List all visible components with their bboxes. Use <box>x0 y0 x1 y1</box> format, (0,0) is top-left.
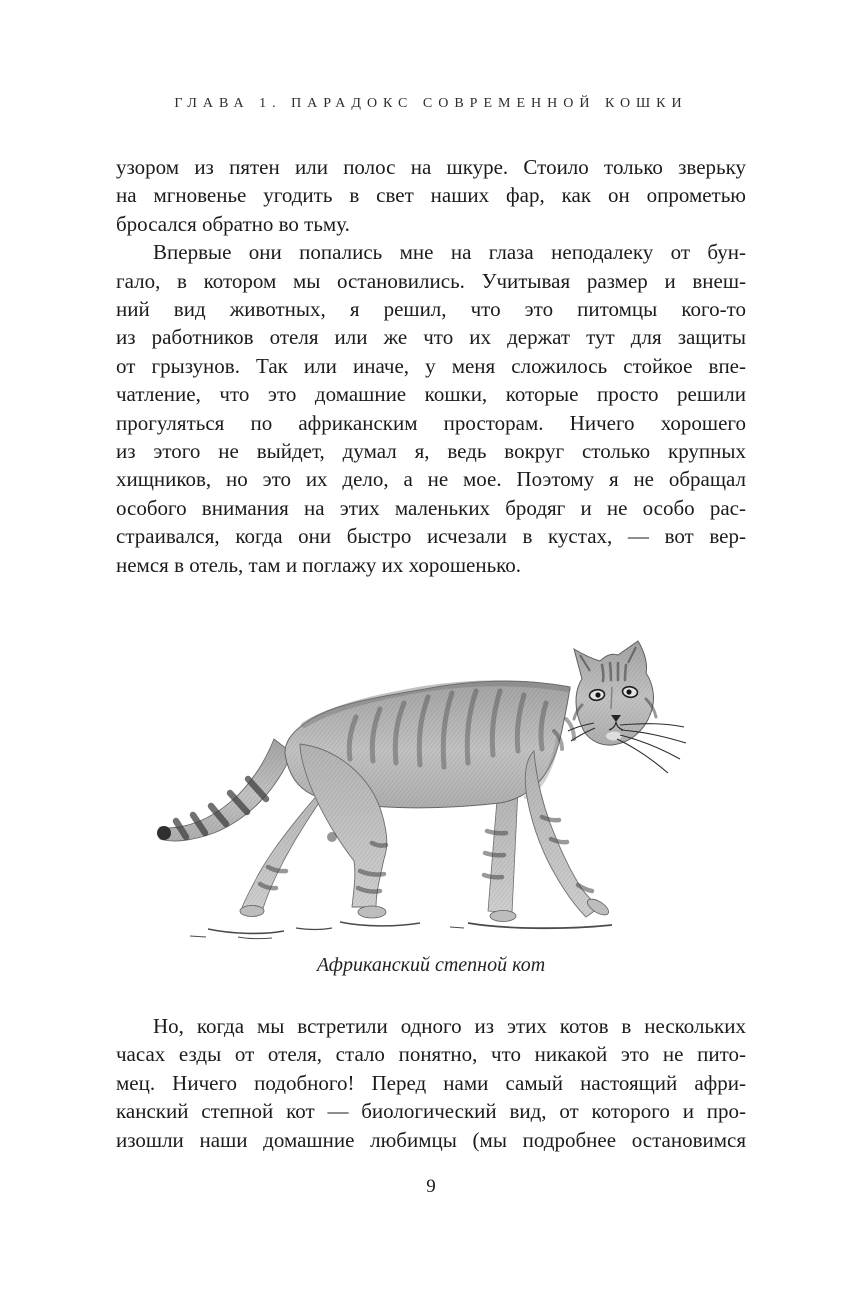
paragraph <box>116 153 746 238</box>
cat-head <box>574 641 656 745</box>
text-line: ний вид животных, я решил, что это питомцы кого-то <box>116 297 746 322</box>
ground-strokes <box>190 922 612 939</box>
text-line: чатление, что это домашние кошки, которые просто решили <box>116 382 746 407</box>
cat-illustration-figure <box>150 638 690 940</box>
text-line: прогуляться по африканским просторам. Ничего хорошего <box>116 410 746 435</box>
running-header: ГЛАВА 1. ПАРАДОКС СОВРЕМЕННОЙ КОШКИ <box>174 96 688 111</box>
text-line: Впервые они попались мне на глаза неподалеку от бун- <box>153 240 746 265</box>
text-line: изошли наши домашние любимцы (мы подробнее остановимся <box>116 1127 746 1152</box>
text-line: гало, в котором мы остановились. Учитывая размер и внеш- <box>116 268 746 293</box>
cat-tail <box>157 739 292 841</box>
text-line: от грызунов. Так или иначе, у меня сложилось стойкое впе- <box>116 353 746 378</box>
paragraph <box>116 238 746 579</box>
text-line: хищников, но это их дело, а не мое. Поэтому я не обращал <box>116 467 746 492</box>
body-text-bottom <box>116 1012 746 1154</box>
text-line: на мгновенье угодить в свет наших фар, как он опрометью <box>116 183 746 208</box>
text-line: канский степной кот — биологический вид, от которого и про- <box>116 1099 746 1124</box>
text-line: бросался обратно во тьму. <box>116 211 350 236</box>
body-text-top <box>116 153 746 579</box>
text-line: из работников отеля или же что их держат тут для защиты <box>116 325 746 350</box>
cat-far-front-leg <box>484 787 518 922</box>
text-line: из этого не выйдет, думал я, ведь вокруг столько крупных <box>116 439 746 464</box>
text-line: часах езды от отеля, стало понятно, что никакой это не пито- <box>116 1042 746 1067</box>
text-line: Но, когда мы встретили одного из этих котов в нескольких <box>153 1014 746 1038</box>
text-line: немся в отель, там и поглажу их хорошенько. <box>116 552 522 577</box>
text-line: мец. Ничего подобного! Перед нами самый настоящий афри- <box>116 1070 746 1095</box>
cat-engraving-image <box>150 638 690 940</box>
text-line: особого внимания на этих маленьких бродяг и не особо рас- <box>116 495 746 520</box>
text-line: страивался, когда они быстро исчезали в кустах, — вот вер- <box>116 524 746 549</box>
paragraph <box>116 1012 746 1154</box>
page-number: 9 <box>426 1176 436 1197</box>
text-line: узором из пятен или полос на шкуре. Стоило только зверьку <box>116 155 746 179</box>
illustration-caption: Африканский степной кот <box>316 954 546 976</box>
